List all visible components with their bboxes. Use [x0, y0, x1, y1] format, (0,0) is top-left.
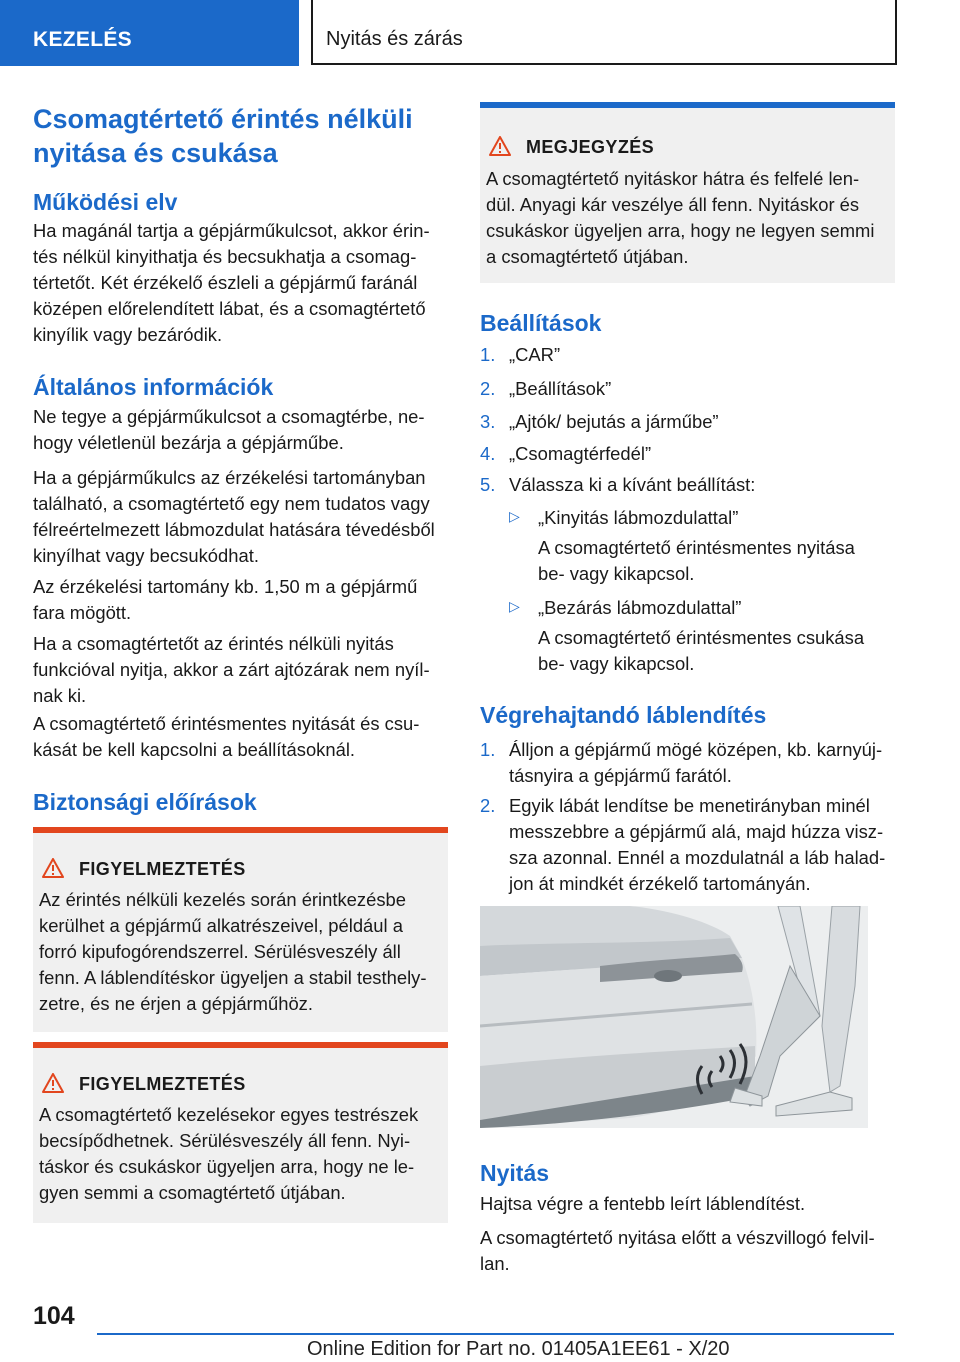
text-line: fenn. A láblendítéskor ügyeljen a stabil testhely-	[39, 967, 427, 988]
text-line: gyen semmi a csomagtértető útjában.	[39, 1182, 346, 1203]
section-title: KEZELÉS	[33, 28, 132, 51]
text-line: nak ki.	[33, 685, 87, 706]
list-number: 5.	[480, 474, 496, 495]
paragraph-principle	[33, 218, 448, 348]
paragraph-open-2	[480, 1225, 895, 1277]
page-title-line: Csomagtértető érintés nélküli	[33, 104, 413, 134]
sub-list-text	[538, 595, 895, 677]
chapter-title: Nyitás és zárás	[326, 28, 463, 50]
text-line: tásnyira a gépjármű farától.	[509, 765, 732, 786]
text-line: messzebbre a gépjármű alá, majd húzza visz-	[509, 821, 884, 842]
text-line: lan.	[480, 1253, 510, 1274]
list-text: „CAR”	[509, 344, 561, 365]
option-label: „Bezárás lábmozdulattal”	[538, 597, 742, 618]
warning-title: FIGYELMEZTETÉS	[79, 859, 246, 879]
note-box	[480, 102, 895, 283]
list-text	[509, 793, 895, 897]
text-line: hogy véletlenül bezárja a gépjárműbe.	[33, 432, 344, 453]
text-line: A csomagtértető kezelésekor egyes testrészek	[39, 1104, 419, 1125]
page-number: 104	[33, 1302, 75, 1330]
footer-divider	[97, 1333, 894, 1335]
heading-safety: Biztonsági előírások	[33, 789, 257, 815]
edition-info: Online Edition for Part no. 01405A1EE61 - X/20	[307, 1338, 730, 1360]
paragraph-general-2	[33, 465, 448, 569]
heading-principle: Működési elv	[33, 189, 178, 215]
warning-triangle-icon	[489, 136, 511, 156]
text-line: A csomagtértető nyitása előtt a vészvillogó felvil-	[480, 1227, 875, 1248]
list-number: 4.	[480, 443, 496, 464]
text-line: csukáskor ügyeljen arra, hogy ne legyen semmi	[486, 220, 875, 241]
heading-kick: Végrehajtandó láblendítés	[480, 702, 767, 728]
text-line: A csomagtértető érintésmentes nyitását és csu-	[33, 713, 420, 734]
note-title: MEGJEGYZÉS	[526, 137, 655, 157]
text-line: sza azonnal. Ennél a mozdulatnál a láb halad-	[509, 847, 886, 868]
text-line: forró kipufogórendszerrel. Sérülésveszély áll	[39, 941, 401, 962]
paragraph-general-4	[33, 631, 448, 709]
triangle-bullet-icon: ▷	[509, 598, 520, 614]
text-line: Ha magánál tartja a gépjárműkulcsot, akkor érin-	[33, 220, 430, 241]
car-rear-kick-image	[480, 906, 868, 1128]
warning-box	[33, 1042, 448, 1223]
list-number: 3.	[480, 411, 496, 432]
warning-text	[39, 1102, 442, 1206]
text-line: tés nélkül kinyithatja és becsukhatja a csomag-	[33, 246, 417, 267]
heading-open: Nyitás	[480, 1160, 550, 1186]
section-tab	[0, 0, 299, 66]
note-text	[486, 166, 889, 270]
list-text	[509, 737, 895, 789]
text-line: Ha a gépjárműkulcs az érzékelési tartományban	[33, 467, 426, 488]
list-text: „Beállítások”	[509, 378, 612, 399]
text-line: A csomagtértető nyitáskor hátra és felfelé len-	[486, 168, 860, 189]
text-line: táskor és csukáskor ügyeljen arra, hogy ne le-	[39, 1156, 415, 1177]
list-number: 1.	[480, 344, 496, 365]
text-line: zetre, és ne érjen a gépjárműhöz.	[39, 993, 313, 1014]
list-number: 1.	[480, 739, 496, 760]
warning-triangle-icon	[42, 1073, 64, 1093]
text-line: Álljon a gépjármű mögé középen, kb. karnyúj-	[509, 739, 883, 760]
sub-list-text	[538, 505, 895, 587]
list-text: Válassza ki a kívánt beállítást:	[509, 474, 756, 495]
text-line: Az érintés nélküli kezelés során érintkezésbe	[39, 889, 406, 910]
text-line: kinyílik vagy bezáródik.	[33, 324, 223, 345]
text-line: fara mögött.	[33, 602, 132, 623]
heading-general: Általános információk	[33, 374, 274, 400]
text-line: kerülhet a gépjármű alkatrészeivel, például a	[39, 915, 403, 936]
text-line: dül. Anyagi kár veszélye áll fenn. Nyitáskor és	[486, 194, 860, 215]
paragraph-open-1	[480, 1191, 895, 1217]
paragraph-general-1	[33, 404, 448, 456]
paragraph-general-3	[33, 574, 448, 626]
text-line: Ne tegye a gépjárműkulcsot a csomagtérbe, ne-	[33, 406, 425, 427]
text-line: funkcióval nyitja, akkor a zárt ajtózárak nem nyíl-	[33, 659, 430, 680]
page-title	[33, 102, 448, 170]
list-number: 2.	[480, 378, 496, 399]
text-line: be- vagy kikapcsol.	[538, 563, 695, 584]
kick-illustration	[480, 906, 868, 1128]
warning-title: FIGYELMEZTETÉS	[79, 1074, 246, 1094]
text-line: Egyik lábát lendítse be menetirányban minél	[509, 795, 870, 816]
list-text: „Ajtók/ bejutás a járműbe”	[509, 411, 719, 432]
text-line: félreértelmezett lábmozdulat hatására tévedésből	[33, 519, 435, 540]
text-line: kását be kell kapcsolni a beállításoknál.	[33, 739, 356, 760]
paragraph-general-5	[33, 711, 448, 763]
text-line: a csomagtértető útjában.	[486, 246, 689, 267]
list-number: 2.	[480, 795, 496, 816]
heading-settings: Beállítások	[480, 310, 602, 336]
text-line: jon át mindkét érzékelő tartományán.	[509, 873, 811, 894]
option-label: „Kinyitás lábmozdulattal”	[538, 507, 739, 528]
triangle-bullet-icon: ▷	[509, 508, 520, 524]
text-line: Ha a csomagtértetőt az érintés nélküli nyitás	[33, 633, 394, 654]
warning-text	[39, 887, 442, 1017]
list-text: „Csomagtérfedél”	[509, 443, 652, 464]
text-line: be- vagy kikapcsol.	[538, 653, 695, 674]
text-line: kinyílhat vagy becsukódhat.	[33, 545, 259, 566]
text-line: A csomagtértető érintésmentes nyitása	[538, 537, 855, 558]
chapter-header	[311, 0, 897, 65]
text-line: található, a csomagtértető egy nem tudatos vagy	[33, 493, 430, 514]
warning-box	[33, 827, 448, 1032]
page-title-line: nyitása és csukása	[33, 138, 278, 168]
warning-triangle-icon	[42, 858, 64, 878]
text-line: tértetőt. Két érzékelő észleli a gépjármű faránál	[33, 272, 418, 293]
text-line: A csomagtértető érintésmentes csukása	[538, 627, 865, 648]
text-line: középen előrelendített lábat, és a csomagtértető	[33, 298, 426, 319]
text-line: becsípődhetnek. Sérülésveszély áll fenn. Nyi-	[39, 1130, 411, 1151]
text-line: Hajtsa végre a fentebb leírt láblendítést.	[480, 1193, 806, 1214]
text-line: Az érzékelési tartomány kb. 1,50 m a gépjármű	[33, 576, 418, 597]
